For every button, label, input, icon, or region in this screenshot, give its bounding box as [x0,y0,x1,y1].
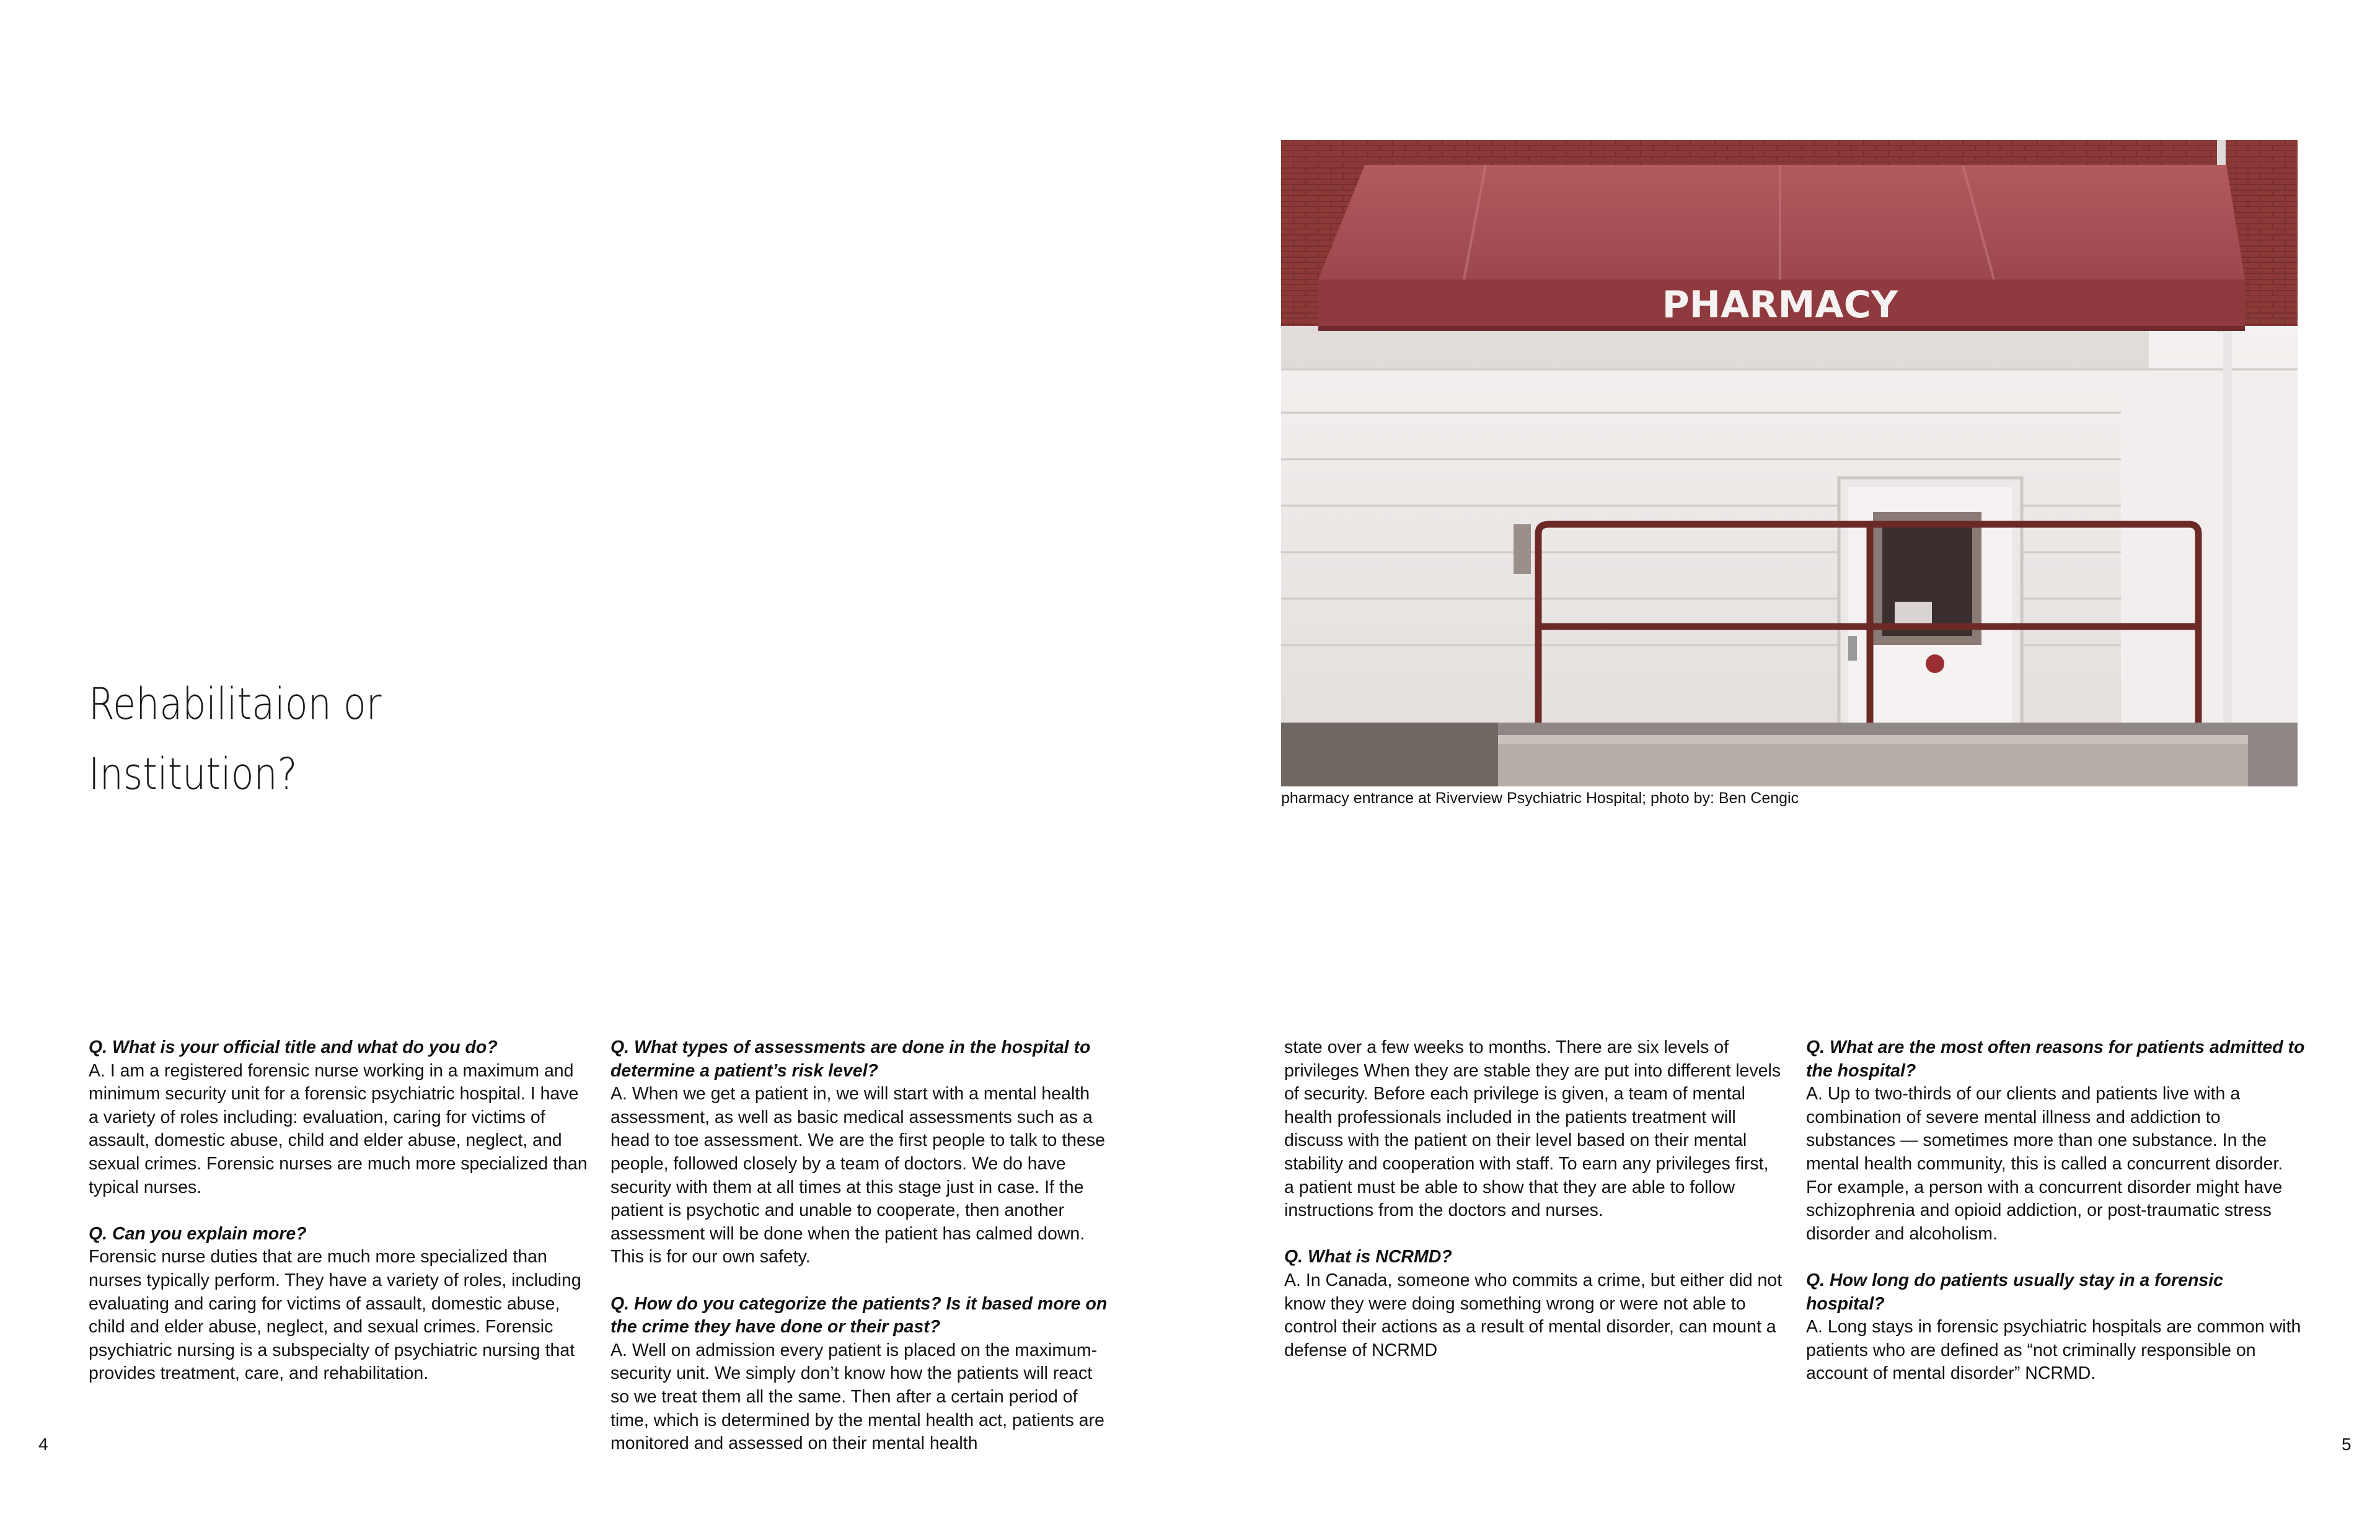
question-text: Q. Can you explain more? [89,1223,307,1244]
answer-text: A. Well on admission every patient is placed on the maximum-security unit. We simply don’t know how the patients will react so we treat them all the same. Then after a certain period of time, which is determined by the mental health act, patients are monitored and assessed on their mental health [610,1340,1104,1454]
answer-text: state over a few weeks to months. There are six levels of privileges When they are stable they are put into different levels of security. Before each privilege is given, a team of mental health professionals included in the patients treatment will discuss with the patient on their level based on their mental stability and cooperation with staff. To earn any privileges first, a patient must be able to show that they are able to follow instructions from the doctors and nurses. [1284,1037,1781,1221]
pharmacy-entrance-photo [1281,140,2298,786]
question-text: Q. How long do patients usually stay in a forensic hospital? [1806,1270,2224,1314]
qa-block [1806,1036,2305,1246]
answer-continuation [1284,1036,1783,1223]
question-text: Q. How do you categorize the patients? Is it based more on the crime they have done or their past? [610,1293,1108,1337]
title-line-1: Rehabilitaion or [89,679,382,729]
question-text: Q. What types of assessments are done in the hospital to determine a patient’s risk level? [610,1037,1091,1081]
interview-column-1 [89,1036,588,1409]
qa-block [1284,1246,1783,1362]
answer-text: A. Up to two-thirds of our clients and patients live with a combination of severe mental illness and addiction to substances — sometimes more than one substance. In the mental health community, this is called a concurrent disorder. For example, a person with a concurrent disorder might have schizophrenia and opioid addiction, or post-traumatic stress disorder and alcoholism. [1806,1084,2283,1244]
answer-text: A. Long stays in forensic psychiatric hospitals are common with patients who are defined as “not criminally responsible on account of mental disorder” NCRMD. [1806,1317,2301,1384]
answer-text: Forensic nurse duties that are much more specialized than nurses typically perform. They have a variety of roles, including evaluating and caring for victims of assault, domestic abuse, child and elder abuse, neglect, and sexual crimes. Forensic psychiatric nursing is a subspecialty of psychiatric nursing that provides treatment, care, and rehabilitation. [89,1247,581,1384]
page-number-right: 5 [2342,1435,2351,1454]
title-line-2: Institution? [89,749,298,799]
page-number-left: 4 [38,1435,48,1454]
question-text: Q. What is your official title and what do you do? [89,1037,498,1057]
question-text: Q. What are the most often reasons for patients admitted to the hospital? [1806,1037,2305,1081]
answer-text: A. I am a registered forensic nurse working in a maximum and minimum security unit for a forensic psychiatric hospital. I have a variety of roles including: evaluation, caring for victims of assault, domestic abuse, child and elder abuse, neglect, and sexual crimes. Forensic nurses are much more specialized than typical nurses. [89,1060,588,1197]
qa-block [89,1223,588,1386]
qa-block [89,1036,588,1199]
interview-column-4 [1806,1036,2305,1409]
interview-column-2 [610,1036,1109,1479]
qa-block [610,1036,1109,1269]
question-text: Q. What is NCRMD? [1284,1247,1452,1267]
answer-text: A. In Canada, someone who commits a crime, but either did not know they were doing something wrong or were not able to control their actions as a result of mental disorder, can mount a defense of NCRMD [1284,1270,1783,1360]
article-title [89,669,462,809]
answer-text: A. When we get a patient in, we will start with a mental health assessment, as well as basic medical assessments such as a head to toe assessment. We are the first people to talk to these people, followed closely by a team of doctors. We do have security with them at all times at this stage just in case. If the patient is psychotic and unable to cooperate, then another assessment will be done when the patient has calmed down. This is for our own safety. [610,1084,1105,1267]
photo-caption: pharmacy entrance at Riverview Psychiatric Hospital; photo by: Ben Cengic [1281,790,1799,807]
interview-column-3 [1284,1036,1783,1386]
qa-block [1806,1269,2305,1386]
qa-block [610,1293,1109,1456]
pharmacy-sign-text: PHARMACY [1662,283,1898,327]
